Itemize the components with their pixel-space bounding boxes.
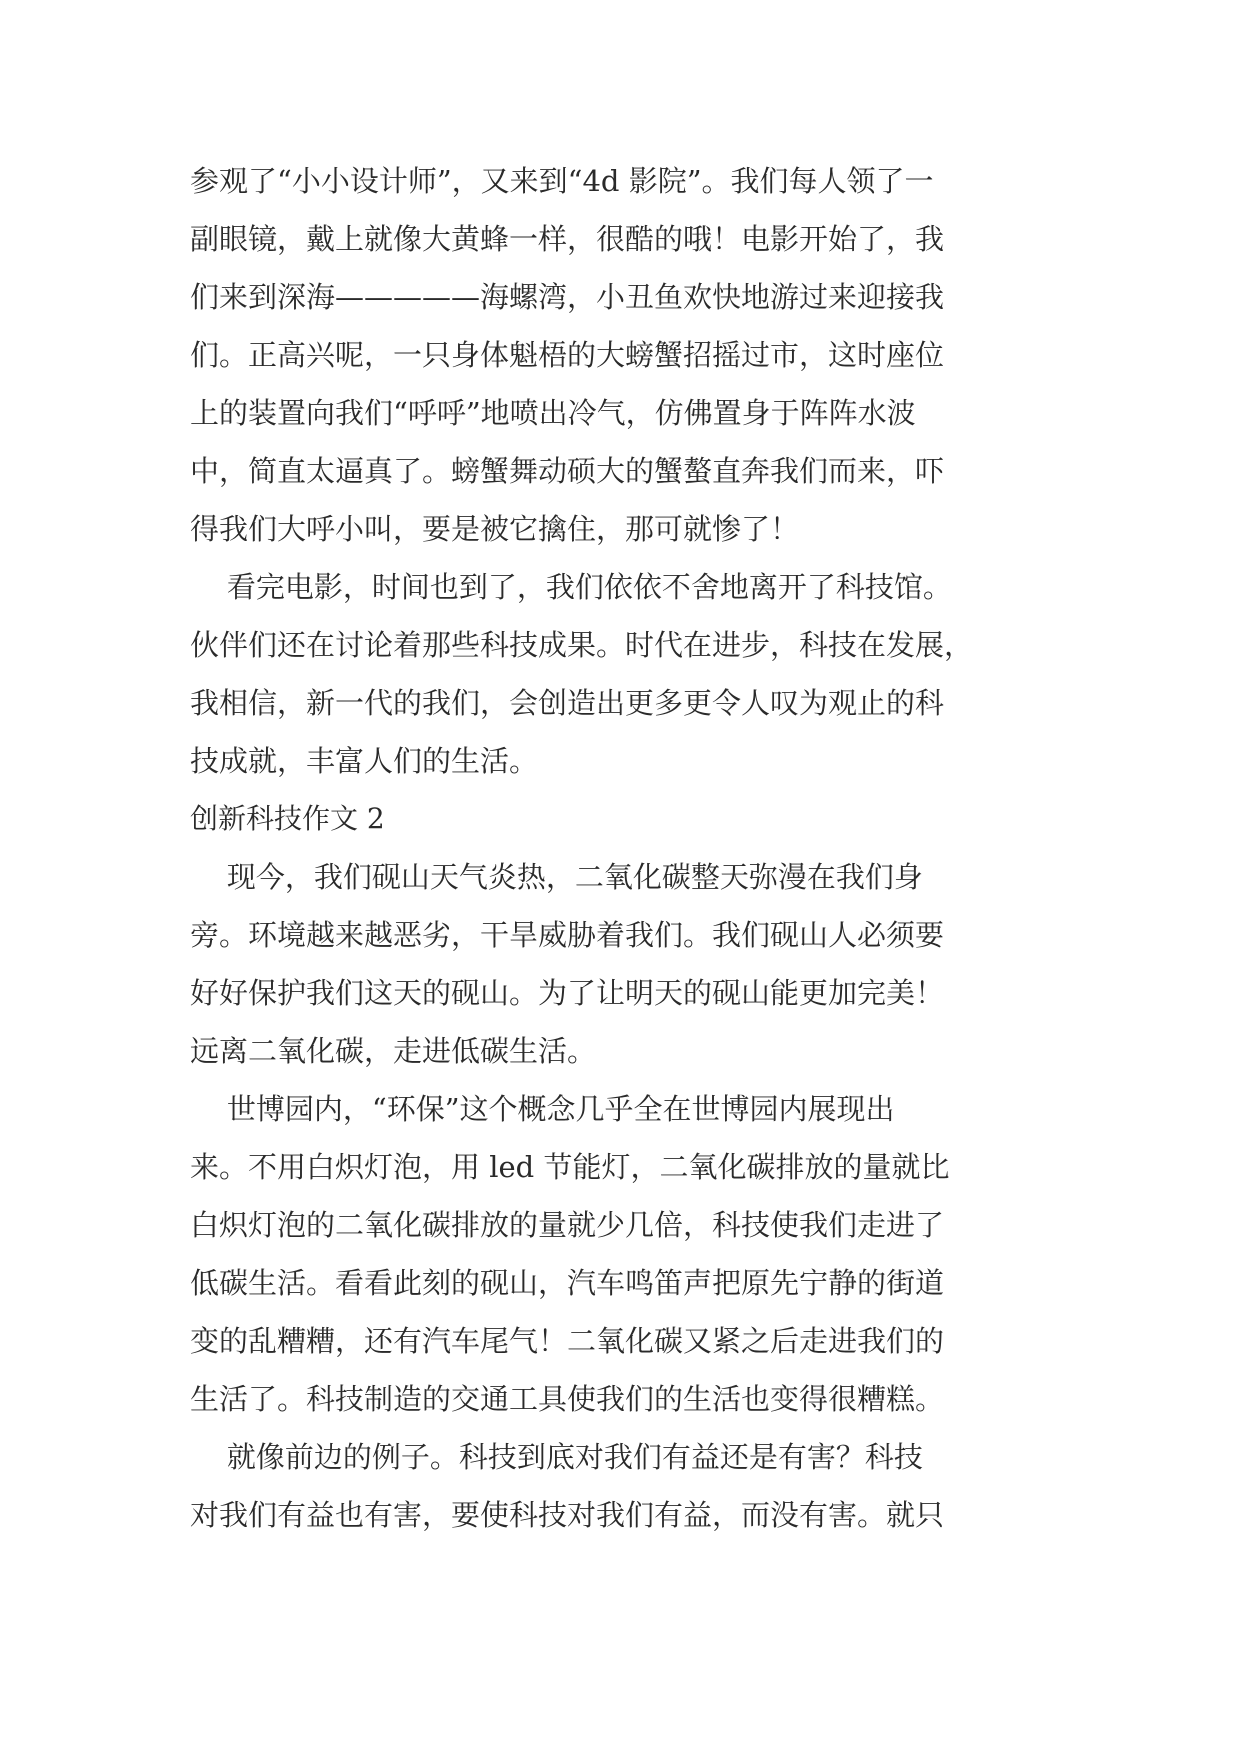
- text-line: 们。正高兴呢，一只身体魁梧的大螃蟹招摇过市，这时座位: [190, 338, 945, 372]
- text-line: 副眼镜，戴上就像大黄蜂一样，很酷的哦！电影开始了，我: [190, 222, 945, 256]
- text-line: 上的装置向我们“呼呼”地喷出冷气，仿佛置身于阵阵水波: [190, 396, 916, 430]
- section-heading: 创新科技作文 2: [190, 802, 385, 835]
- text-line: 我相信，新一代的我们，会创造出更多更令人叹为观止的科: [190, 686, 945, 720]
- text-line: 变的乱糟糟，还有汽车尾气！二氧化碳又紧之后走进我们的: [190, 1324, 945, 1358]
- text-line: 伙伴们还在讨论着那些科技成果。时代在进步，科技在发展，: [190, 628, 974, 662]
- text-line: 远离二氧化碳，走进低碳生活。: [190, 1034, 597, 1068]
- text-line: 得我们大呼小叫，要是被它擒住，那可就惨了！: [190, 512, 800, 546]
- text-line: 好好保护我们这天的砚山。为了让明天的砚山能更加完美！: [190, 976, 945, 1010]
- text-line: 中，简直太逼真了。螃蟹舞动硕大的蟹螯直奔我们而来，吓: [190, 454, 945, 488]
- text-line: 来。不用白炽灯泡，用 led 节能灯，二氧化碳排放的量就比: [190, 1150, 950, 1184]
- text-line: 低碳生活。看看此刻的砚山，汽车鸣笛声把原先宁静的街道: [190, 1266, 945, 1300]
- text-line: 们来到深海—————海螺湾，小丑鱼欢快地游过来迎接我: [190, 280, 945, 314]
- essay-text: [190, 152, 1070, 1544]
- text-line: 旁。环境越来越恶劣，干旱威胁着我们。我们砚山人必须要: [190, 918, 945, 952]
- text-line: 对我们有益也有害，要使科技对我们有益，而没有害。就只: [190, 1498, 945, 1532]
- text-line: 技成就，丰富人们的生活。: [190, 744, 539, 778]
- text-line: 白炽灯泡的二氧化碳排放的量就少几倍，科技使我们走进了: [190, 1208, 945, 1242]
- text-line: 现今，我们砚山天气炎热，二氧化碳整天弥漫在我们身: [190, 860, 923, 894]
- text-line: 参观了“小小设计师”，又来到“4d 影院”。我们每人领了一: [190, 164, 934, 198]
- text-line: 看完电影，时间也到了，我们依依不舍地离开了科技馆。: [190, 570, 952, 604]
- text-line: 世博园内，“环保”这个概念几乎全在世博园内展现出: [190, 1092, 895, 1126]
- text-line: 生活了。科技制造的交通工具使我们的生活也变得很糟糕。: [190, 1382, 945, 1416]
- text-line: 就像前边的例子。科技到底对我们有益还是有害？科技: [190, 1440, 923, 1474]
